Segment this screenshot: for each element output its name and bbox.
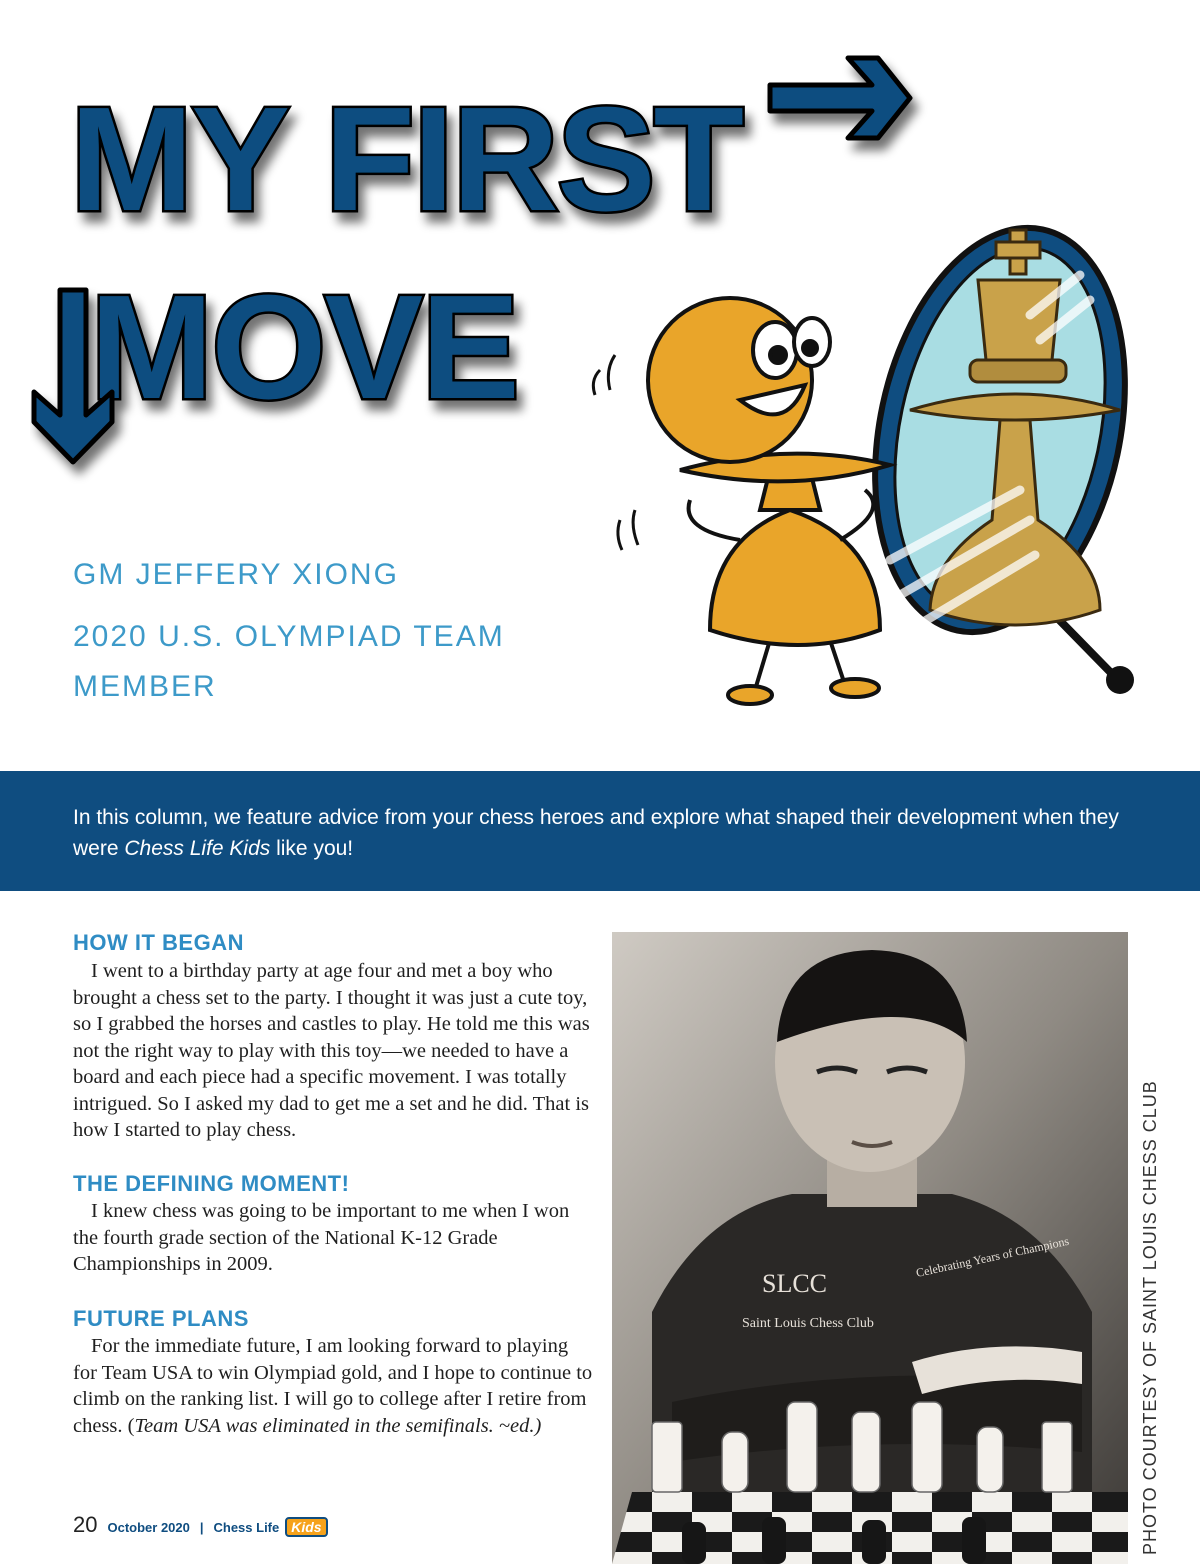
section-body-defining-moment: I knew chess was going to be important to me when I won the fourth grade section of the National K-12 Grade Championships in 2009. <box>73 1200 570 1275</box>
section-heading-future-plans: FUTURE PLANS <box>73 1306 249 1331</box>
future-plans-text: For the immediate future, I am looking forward to playing for Team USA to win Olympiad gold, and I hope to continue to climb on the ranking list. I will go to college after I retire from chess. ( <box>73 1335 593 1437</box>
right-arrow-icon <box>770 58 910 138</box>
author-role: 2020 U.S. OLYMPIAD TEAM MEMBER <box>73 620 505 703</box>
player-photo <box>612 932 1128 1564</box>
intro-text-end: like you! <box>270 837 354 860</box>
page-footer <box>73 1512 328 1542</box>
title-line-1: MY FIRST <box>70 77 742 242</box>
page-number: 20 <box>73 1512 98 1537</box>
jacket-logo: SLCC <box>762 1269 828 1298</box>
section-heading-how-it-began: HOW IT BEGAN <box>73 930 244 955</box>
magazine-name: Chess Life <box>213 1520 280 1535</box>
pawn-mirror-illustration <box>560 210 1180 730</box>
editor-note: Team USA was eliminated in the semifinals. ~ed.) <box>134 1414 542 1437</box>
intro-italic: Chess Life Kids <box>124 837 271 860</box>
section-body-future-plans <box>73 1333 593 1439</box>
pawn-character-icon <box>648 298 890 704</box>
issue-date: October 2020 <box>107 1520 190 1535</box>
kids-badge: Kids <box>285 1517 327 1537</box>
photo-credit: PHOTO COURTESY OF SAINT LOUIS CHESS CLUB <box>1140 1080 1160 1555</box>
section-body-how-it-began: I went to a birthday party at age four and met a boy who brought a chess set to the party. I thought it was just a cute toy, so I grabbed the horses and castles to play. He told me this was not the right way to play with this toy—we needed to have a board and each piece had a specific movement. I was totally intrigued. So I asked my dad to get me a set and he did. That is how I started to play chess. <box>73 960 590 1141</box>
jacket-club-name: Saint Louis Chess Club <box>742 1316 874 1331</box>
author-name: GM JEFFERY XIONG <box>73 558 399 591</box>
intro-text-part: In this column, we feature advice from your chess heroes and explore what shaped their development when they were <box>73 806 1119 860</box>
footer-separator: | <box>199 1520 204 1535</box>
title-line-2: MOVE <box>90 265 518 430</box>
section-heading-defining-moment: THE DEFINING MOMENT! <box>73 1171 350 1196</box>
intro-text <box>73 802 1153 864</box>
jacket-slogan: Celebrating Years of Champions <box>914 1233 1071 1280</box>
